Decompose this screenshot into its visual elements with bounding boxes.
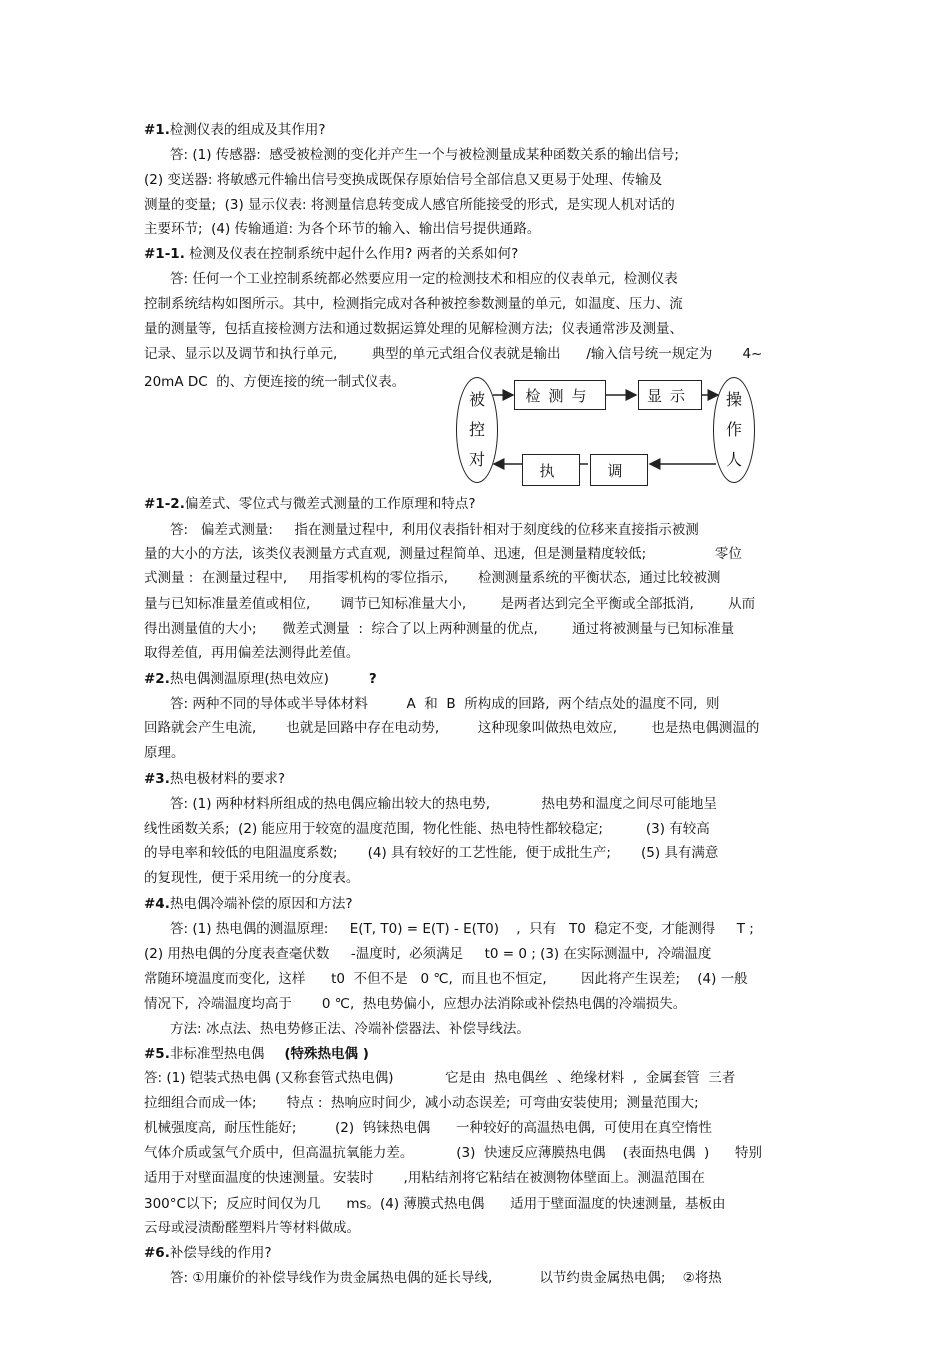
text-line: 适用于对壁面温度的快速测量。安装时 ,用粘结剂将它粘结在被测物体壁面上。测温范围在 <box>144 1170 705 1186</box>
text-line: 答: (1) 铠装式热电偶 (又称套管式热电偶) 它是由 热电偶丝 、绝缘材料 , 金属套管 三者 <box>144 1070 736 1086</box>
text-line: 拉细组合而成一体; 特点 : 热响应时间少, 减小动态误差; 可弯曲安装使用; 测量范围大; <box>144 1095 699 1111</box>
heading-3: #3.热电极材料的要求? <box>144 771 286 787</box>
detect-box: 检测与 <box>514 380 606 410</box>
controller-box: 调 <box>590 454 648 486</box>
text-line: 得出测量值的大小; 微差式测量 : 综合了以上两种测量的优点, 通过将被测量与已知标准量 <box>144 621 735 637</box>
text-line: 情况下, 冷端温度均高于 0 ℃, 热电势偏小, 应想办法消除或补偿热电偶的冷端损失。 <box>144 996 687 1012</box>
text-line: (2) 变送器: 将敏感元件输出信号变换成既保存原始信号全部信息又更易于处理、传输及 <box>144 172 663 188</box>
text-line: 气体介质或氢气介质中, 但高温抗氧能力差。 (3) 快速反应薄膜热电偶 (表面热电偶 ) 特别 <box>144 1145 763 1161</box>
heading-6: #6.补偿导线的作用? <box>144 1245 272 1261</box>
text-line: 量与已知标准量差值或相位, 调节已知标准量大小, 是两者达到完全平衡或全部抵消, 从而 <box>144 596 756 612</box>
heading-5: #5.非标准型热电偶 (特殊热电偶 ) <box>144 1046 369 1062</box>
text-line: (2) 用热电偶的分度表查毫伏数 -温度时, 必须满足 t0 = 0 ; (3) 在实际测温中, 冷端温度 <box>144 946 712 962</box>
text-line: 线性函数关系; (2) 能应用于较宽的温度范围, 物化性能、热电特性都较稳定; (3) 有较高 <box>144 821 710 837</box>
text-line: 原理。 <box>144 745 185 761</box>
text-line: 答: (1) 传感器: 感受被检测的变化并产生一个与被检测量成某种函数关系的输出信号; <box>170 147 679 163</box>
text-line: 答: 偏差式测量: 指在测量过程中, 利用仪表指针相对于刻度线的位移来直接指示被测 <box>170 522 699 538</box>
text-line: 取得差值, 再用偏差法测得此差值。 <box>144 645 360 661</box>
text-line: 20mA DC 的、方便连接的统一制式仪表。 <box>144 374 406 390</box>
controlled-object-oval: 被 控 对 <box>456 377 498 483</box>
text-line: 云母或浸渍酚醛塑料片等材料做成。 <box>144 1220 360 1236</box>
text-line: 的复现性, 便于采用统一的分度表。 <box>144 870 360 886</box>
text-line: 答: (1) 热电偶的测温原理: E(T, T0) = E(T) - E(T0) , 只有 T0 稳定不变, 才能测得 T ; <box>170 921 754 937</box>
text-line: 的导电率和较低的电阻温度系数; (4) 具有较好的工艺性能, 便于成批生产; (5) 具有满意 <box>144 845 719 861</box>
text-line: 方法: 冰点法、热电势修正法、冷端补偿器法、补偿导线法。 <box>170 1021 530 1037</box>
heading-1: #1.检测仪表的组成及其作用? <box>144 122 326 138</box>
text-line: 答: 任何一个工业控制系统都必然要应用一定的检测技术和相应的仪表单元, 检测仪表 <box>170 271 678 287</box>
text-line: 答: (1) 两种材料所组成的热电偶应输出较大的热电势, 热电势和温度之间尽可能地呈 <box>170 796 718 812</box>
text-line: 量的测量等, 包括直接检测方法和通过数据运算处理的见解检测方法; 仪表通常涉及测量、 <box>144 321 684 337</box>
heading-2: #2.热电偶测温原理(热电效应) ? <box>144 671 377 687</box>
text-line: 式测量 : 在测量过程中, 用指零机构的零位指示, 检测测量系统的平衡状态, 通过比较被测 <box>144 570 721 586</box>
heading-1-1: #1-1. 检测及仪表在控制系统中起什么作用? 两者的关系如何? <box>144 246 519 262</box>
text-line: 答: ①用廉价的补偿导线作为贵金属热电偶的延长导线, 以节约贵金属热电偶; ②将热 <box>170 1270 722 1286</box>
text-line: 常随环境温度而变化, 这样 t0 不但不是 0 ℃, 而且也不恒定, 因此将产生误差; (4) 一般 <box>144 971 748 987</box>
display-box: 显示 <box>638 380 702 410</box>
text-line: 量的大小的方法, 该类仪表测量方式直观, 测量过程简单、迅速, 但是测量精度较低; 零位 <box>144 546 742 562</box>
text-line: 答: 两种不同的导体或半导体材料 A 和 B 所构成的回路, 两个结点处的温度不同, 则 <box>170 696 720 712</box>
text-line: 回路就会产生电流, 也就是回路中存在电动势, 这种现象叫做热电效应, 也是热电偶测温的 <box>144 720 760 736</box>
heading-4: #4.热电偶冷端补偿的原因和方法? <box>144 896 353 912</box>
text-line: 控制系统结构如图所示。其中, 检测指完成对各种被控参数测量的单元, 如温度、压力、流 <box>144 296 683 312</box>
text-line: 300°C以下; 反应时间仅为几 ms。(4) 薄膜式热电偶 适用于壁面温度的快速测量, 基板由 <box>144 1196 726 1212</box>
text-line: 测量的变量; (3) 显示仪表: 将测量信息转变成人感官所能接受的形式, 是实现人机对话的 <box>144 197 675 213</box>
text-line: 主要环节; (4) 传输通道: 为各个环节的输入、输出信号提供通路。 <box>144 221 541 237</box>
operator-oval: 操 作 人 <box>713 377 755 483</box>
text-line: 记录、显示以及调节和执行单元, 典型的单元式组合仪表就是输出 /输入信号统一规定为 4~ <box>144 346 763 362</box>
text-line: 机械强度高, 耐压性能好; (2) 钨铼热电偶 一种较好的高温热电偶, 可使用在真空惰性 <box>144 1120 712 1136</box>
heading-1-2: #1-2.偏差式、零位式与微差式测量的工作原理和特点? <box>144 496 476 512</box>
actuator-box: 执 <box>522 454 580 486</box>
